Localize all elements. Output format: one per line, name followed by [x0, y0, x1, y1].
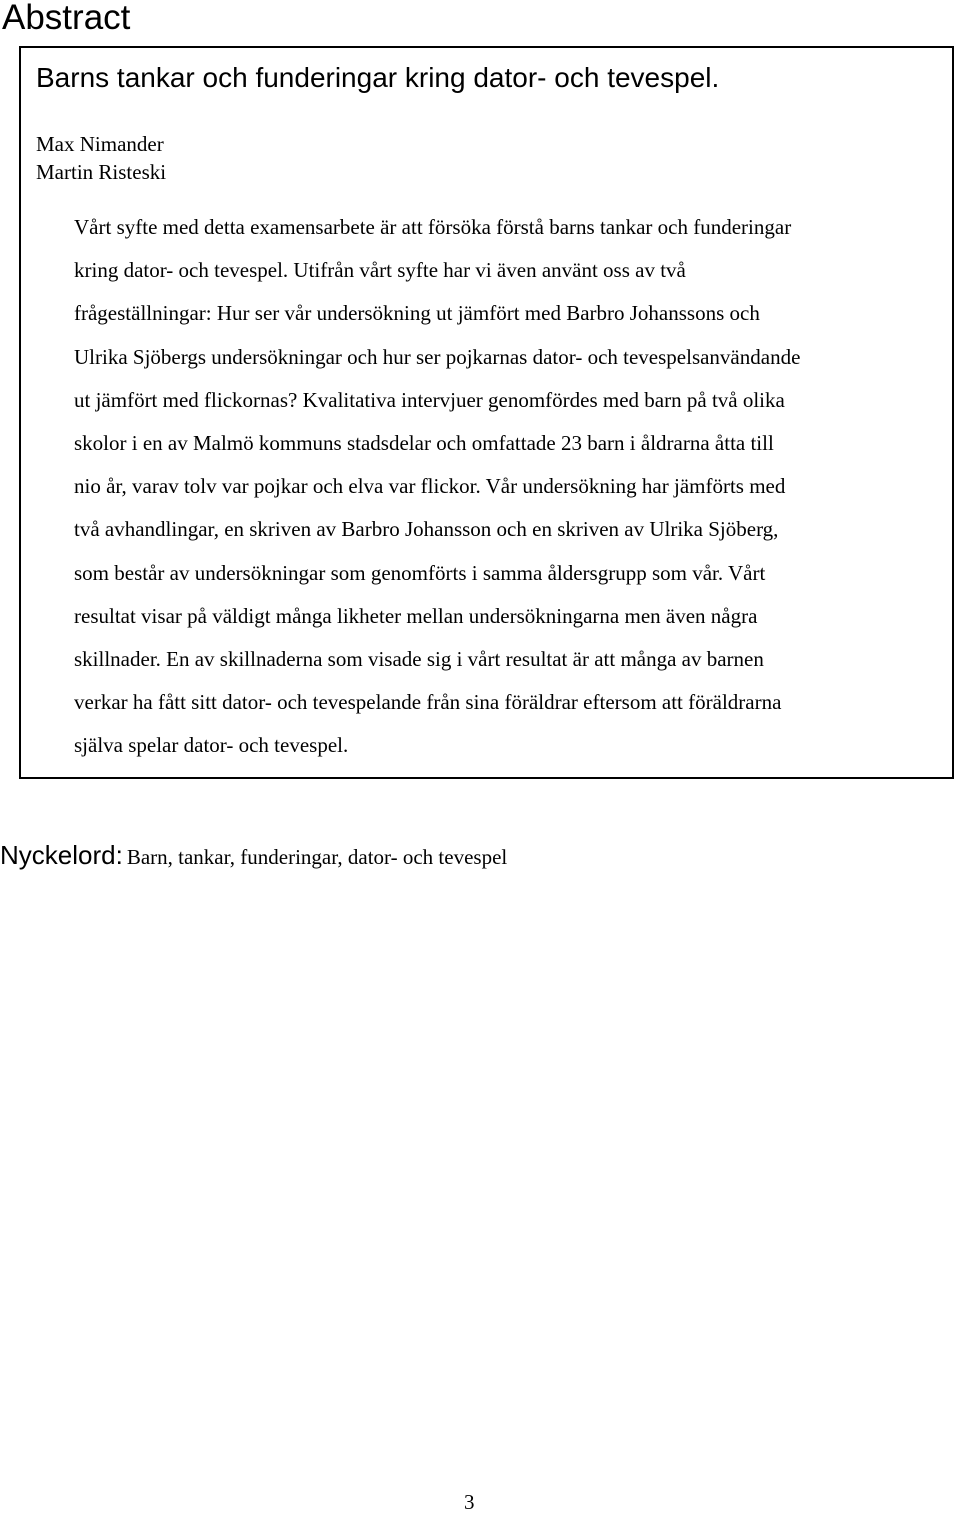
- page-number: 3: [464, 1490, 475, 1514]
- abstract-line: ut jämfört med flickornas? Kvalitativa intervjuer genomfördes med barn på två olika: [74, 387, 785, 412]
- abstract-line: skolor i en av Malmö kommuns stadsdelar och omfattade 23 barn i åldrarna åtta till: [74, 431, 774, 456]
- abstract-line: som består av undersökningar som genomförts i samma åldersgrupp som vår. Vårt: [74, 560, 766, 585]
- abstract-line: kring dator- och tevespel. Utifrån vårt syfte har vi även använt oss av två: [74, 258, 686, 283]
- keywords-label: Nyckelord:: [0, 840, 123, 870]
- abstract-line: nio år, varav tolv var pojkar och elva var flickor. Vår undersökning har jämförts med: [74, 474, 786, 499]
- abstract-line: Ulrika Sjöbergs undersökningar och hur ser pojkarnas dator- och tevespelsanvändande: [74, 344, 801, 369]
- abstract-text: [74, 206, 934, 768]
- abstract-line: verkar ha fått sitt dator- och tevespelande från sina föräldrar eftersom att föräldrarna: [74, 690, 782, 715]
- keywords-value: Barn, tankar, funderingar, dator- och tevespel: [126, 845, 508, 869]
- section-heading: Abstract: [2, 0, 131, 37]
- author-list: [36, 130, 166, 186]
- author-name: Max Nimander: [36, 132, 164, 156]
- thesis-title: Barns tankar och funderingar kring dator- och tevespel.: [36, 62, 720, 93]
- author-name: Martin Risteski: [36, 160, 167, 184]
- abstract-box: [19, 46, 954, 779]
- keywords: [0, 837, 507, 878]
- abstract-line: Vårt syfte med detta examensarbete är att försöka förstå barns tankar och funderingar: [74, 215, 792, 239]
- abstract-line: själva spelar dator- och tevespel.: [74, 733, 349, 758]
- abstract-line: frågeställningar: Hur ser vår undersökning ut jämfört med Barbro Johanssons och: [74, 301, 760, 326]
- abstract-line: två avhandlingar, en skriven av Barbro Johansson och en skriven av Ulrika Sjöberg,: [74, 517, 779, 542]
- abstract-line: resultat visar på väldigt många likheter mellan undersökningarna men även några: [74, 603, 758, 628]
- abstract-line: skillnader. En av skillnaderna som visade sig i vårt resultat är att många av barnen: [74, 647, 764, 672]
